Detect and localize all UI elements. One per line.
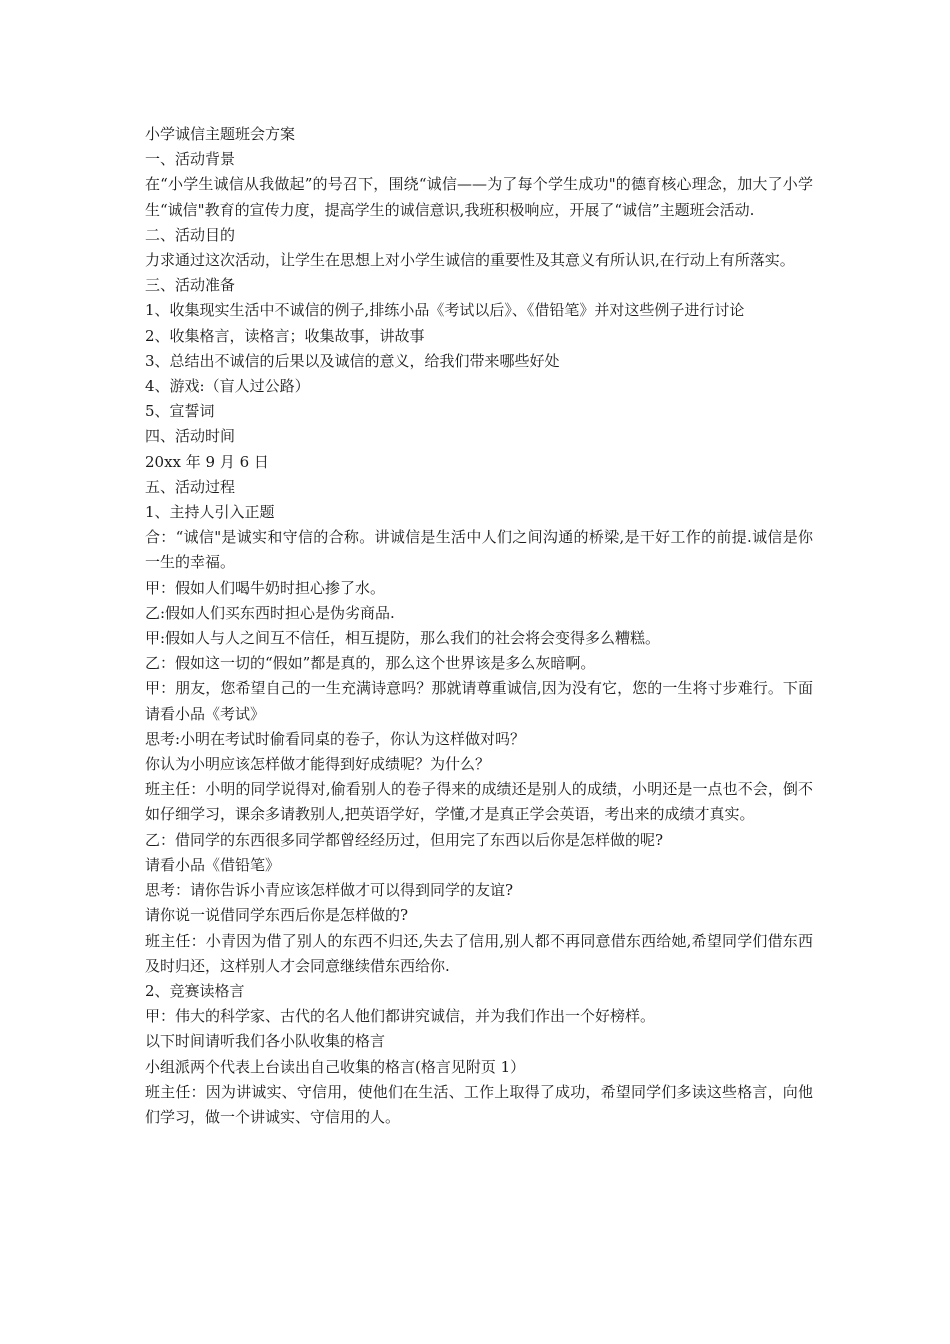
paragraph-line: 请你说一说借同学东西后你是怎样做的? <box>145 906 409 925</box>
paragraph-line: 乙：假如这一切的“假如”都是真的，那么这个世界该是多么灰暗啊。 <box>145 654 596 673</box>
paragraph-line: 班主任：小青因为借了别人的东西不归还,失去了信用,别人都不再同意借东西给她,希望同学们借东西及时归还，这样别人才会同意继续借东西给你. <box>145 931 813 975</box>
paragraph-line: 甲:假如人与人之间互不信任，相互提防，那么我们的社会将会变得多么糟糕。 <box>145 629 661 648</box>
paragraph-line: 乙：借同学的东西很多同学都曾经经历过，但用完了东西以后你是怎样做的呢? <box>145 830 664 849</box>
section-heading-purpose: 二、活动目的 <box>145 225 236 244</box>
paragraph-line: 乙:假如人们买东西时担心是伪劣商品. <box>145 603 395 622</box>
section-heading-process: 五、活动过程 <box>145 477 236 496</box>
list-item-preparation-5: 5、宣誓词 <box>145 402 215 421</box>
paragraph-line: 班主任：因为讲诚实、守信用，使他们在生活、工作上取得了成功，希望同学们多读这些格言，向他们学习，做一个讲诚实、守信用的人。 <box>145 1082 813 1126</box>
paragraph-line: 思考:小明在考试时偷看同桌的卷子，你认为这样做对吗？ <box>145 729 526 748</box>
section-heading-preparation: 三、活动准备 <box>145 276 236 295</box>
subheading-motto-contest: 2、竞赛读格言 <box>145 981 245 1000</box>
paragraph-line: 甲：假如人们喝牛奶时担心掺了水。 <box>145 578 386 597</box>
document-page <box>145 122 813 1130</box>
section-heading-background: 一、活动背景 <box>145 150 236 169</box>
paragraph-line: 思考：请你告诉小青应该怎样做才可以得到同学的友谊? <box>145 881 514 900</box>
list-item-preparation-1: 1、收集现实生活中不诚信的例子,排练小品《考试以后》、《借铅笔》并对这些例子进行讨论 <box>145 301 745 320</box>
paragraph-line: 甲：朋友，您希望自己的一生充满诗意吗？那就请尊重诚信,因为没有它，您的一生将寸步难行。下面请看小品《考试》 <box>145 679 813 723</box>
subheading-host-intro: 1、主持人引入正题 <box>145 503 275 522</box>
paragraph-purpose: 力求通过这次活动，让学生在思想上对小学生诚信的重要性及其意义有所认识,在行动上有所落实。 <box>145 251 795 270</box>
document-title: 小学诚信主题班会方案 <box>145 125 296 143</box>
paragraph-background: 在“小学生诚信从我做起”的号召下，围绕“诚信——为了每个学生成功"的德育核心理念，加大了小学生“诚信"教育的宣传力度，提高学生的诚信意识,我班积极响应，开展了“诚信”主题班会活动. <box>145 175 813 219</box>
paragraph-line: 请看小品《借铅笔》 <box>145 855 281 874</box>
list-item-preparation-3: 3、总结出不诚信的后果以及诚信的意义，给我们带来哪些好处 <box>145 351 560 370</box>
paragraph-line: 班主任：小明的同学说得对,偷看别人的卷子得来的成绩还是别人的成绩，小明还是一点也不会，倒不如仔细学习，课余多请教别人,把英语学好，学懂,才是真正学会英语，考出来的成绩才真实。 <box>145 780 813 824</box>
list-item-preparation-4: 4、游戏:（盲人过公路） <box>145 377 310 396</box>
paragraph-date: 20xx 年 9 月 6 日 <box>145 452 269 471</box>
paragraph-line: 甲：伟大的科学家、古代的名人他们都讲究诚信，并为我们作出一个好榜样。 <box>145 1007 656 1026</box>
paragraph-line: 你认为小明应该怎样做才能得到好成绩呢？为什么？ <box>145 755 491 774</box>
section-heading-time: 四、活动时间 <box>145 427 236 446</box>
paragraph-line: 合：“诚信"是诚实和守信的合称。讲诚信是生活中人们之间沟通的桥梁,是干好工作的前提.诚信是你一生的幸福。 <box>145 528 813 572</box>
list-item-preparation-2: 2、收集格言，读格言；收集故事，讲故事 <box>145 326 425 345</box>
paragraph-line: 以下时间请听我们各小队收集的格言 <box>145 1032 386 1051</box>
paragraph-line: 小组派两个代表上台读出自己收集的格言(格言见附页 1） <box>145 1057 526 1076</box>
